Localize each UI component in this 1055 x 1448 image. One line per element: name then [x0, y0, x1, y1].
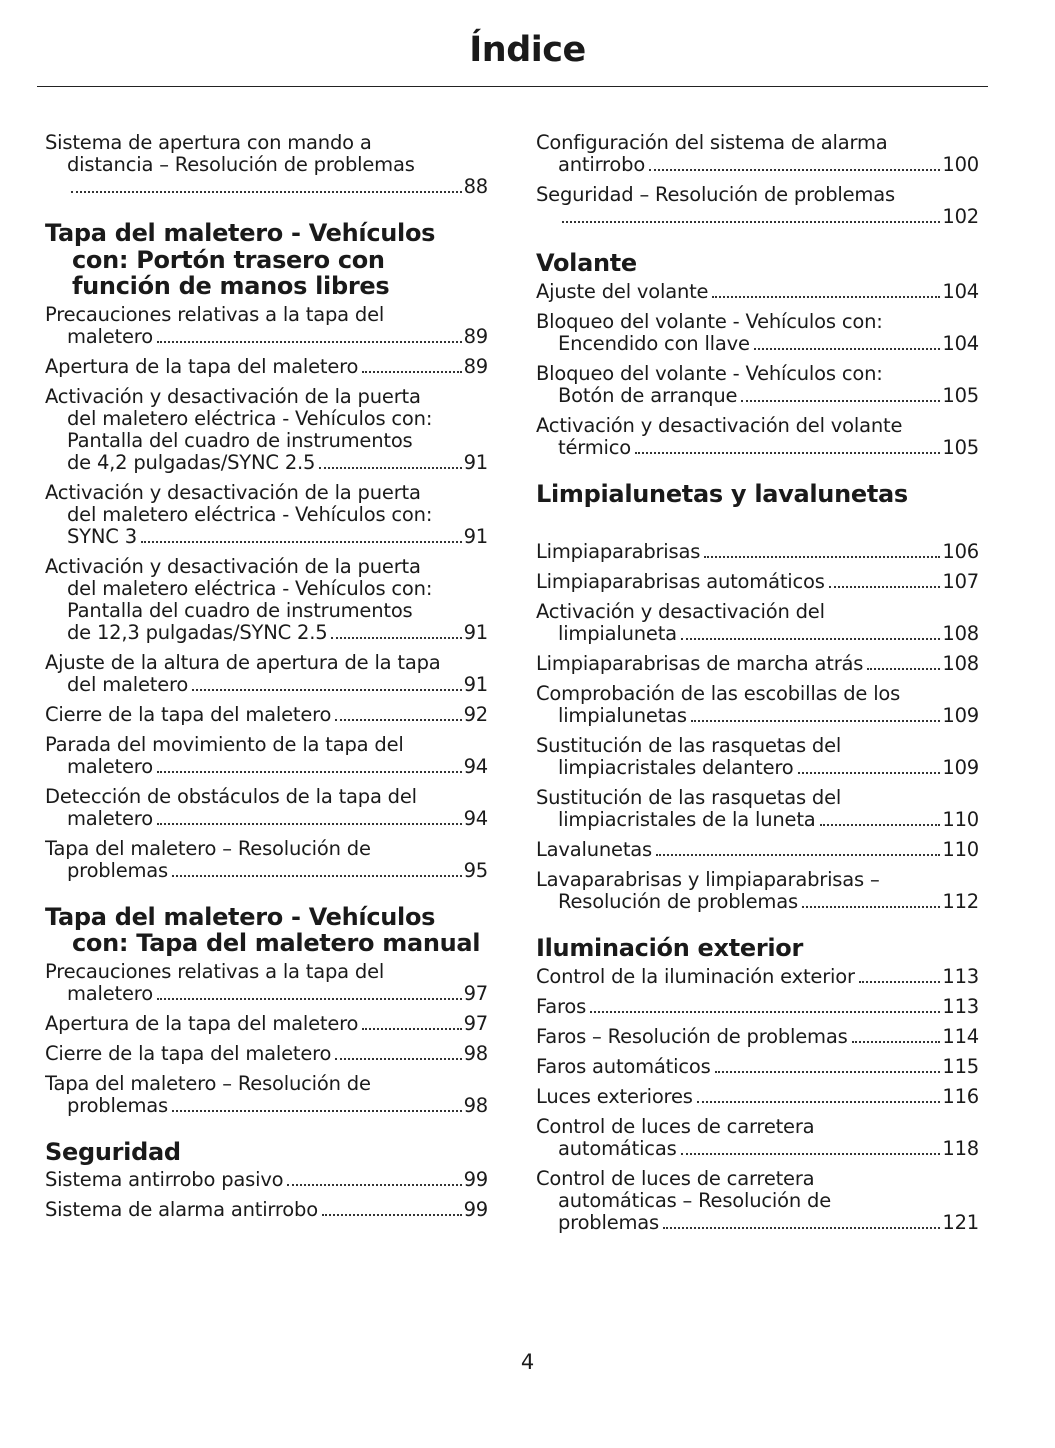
dot-leader	[715, 1071, 941, 1073]
toc-entry[interactable]	[536, 683, 979, 727]
toc-entry-line: Bloqueo del volante - Vehículos con:	[536, 362, 883, 385]
toc-entry-line: Sustitución de las rasquetas del	[536, 735, 842, 757]
toc-section	[45, 132, 488, 198]
dot-leader	[829, 586, 941, 588]
toc-entry[interactable]	[536, 601, 979, 645]
toc-entry-line: Sustitución de las rasquetas del	[536, 787, 842, 809]
toc-entry[interactable]	[45, 386, 488, 474]
toc-entry-line: Activación y desactivación de la puerta	[45, 385, 421, 408]
toc-entry-title: Limpiaparabrisas de marcha atrás	[536, 653, 864, 675]
toc-page-number: 99	[463, 1199, 488, 1221]
toc-entry-line: Activación y desactivación del	[536, 601, 825, 623]
toc-page-number: 121	[942, 1210, 979, 1234]
toc-section-heading: Iluminación exterior	[536, 934, 804, 962]
toc-entry-line: Precauciones relativas a la tapa del	[45, 303, 385, 326]
toc-entry-line: Sistema de apertura con mando a	[45, 132, 372, 154]
toc-entry[interactable]	[536, 1168, 979, 1234]
toc-entry[interactable]	[536, 966, 979, 988]
toc-entry[interactable]	[45, 961, 488, 1005]
toc-entry-title: limpiacristales delantero	[558, 756, 794, 779]
toc-entry-line: distancia – Resolución de problemas	[67, 153, 415, 176]
dot-leader	[157, 771, 462, 773]
toc-page-number: 95	[463, 858, 488, 882]
dot-leader	[663, 1227, 940, 1229]
toc-entry-line: Control de luces de carretera	[536, 1115, 815, 1138]
toc-entry[interactable]	[536, 132, 979, 176]
dot-leader	[867, 668, 940, 670]
toc-entry-title: automáticas	[558, 1136, 677, 1160]
dot-leader	[322, 1214, 462, 1216]
toc-entry-line: Bloqueo del volante - Vehículos con:	[536, 310, 883, 333]
toc-entry[interactable]	[536, 541, 979, 563]
toc-entry[interactable]	[536, 1026, 979, 1048]
dot-leader	[649, 169, 940, 171]
toc-page-number: 108	[942, 653, 979, 675]
toc-page-number: 99	[463, 1169, 488, 1191]
dot-leader	[754, 348, 941, 350]
toc-page-number: 102	[942, 205, 979, 228]
toc-entry-title: Lavalunetas	[536, 839, 652, 861]
toc-page-number: 114	[942, 1025, 979, 1048]
toc-page-number: 104	[942, 331, 979, 355]
toc-entry-title: Apertura de la tapa del maletero	[45, 1012, 359, 1035]
toc-entry[interactable]	[45, 304, 488, 348]
toc-page-number: 105	[942, 435, 979, 459]
toc-entry-title: problemas	[558, 1210, 659, 1234]
toc-entry-title: Faros	[536, 995, 587, 1018]
toc-section	[536, 132, 979, 228]
toc-entry-title: Limpiaparabrisas automáticos	[536, 571, 825, 593]
toc-section	[536, 481, 979, 914]
toc-right-column	[536, 132, 979, 1242]
dot-leader	[335, 719, 461, 721]
toc-entry-title: Cierre de la tapa del maletero	[45, 1042, 332, 1065]
toc-entry[interactable]	[45, 356, 488, 378]
toc-section-heading: Tapa del maletero - Vehículos con: Portón trasero con función de manos libres	[45, 219, 436, 300]
toc-entry-line: automáticas – Resolución de	[558, 1188, 832, 1212]
dot-leader	[172, 875, 462, 877]
toc-entry-title: maletero	[67, 806, 153, 830]
toc-page-number: 91	[463, 620, 488, 644]
dot-leader	[691, 720, 941, 722]
toc-entry[interactable]	[45, 704, 488, 726]
toc-entry[interactable]	[45, 1169, 488, 1191]
toc-entry[interactable]	[45, 1199, 488, 1221]
toc-page-number: 100	[942, 153, 979, 176]
toc-page-number: 108	[942, 622, 979, 645]
toc-page-number: 89	[463, 355, 488, 378]
dot-leader	[635, 452, 940, 454]
toc-page-number: 112	[942, 890, 979, 913]
toc-entry[interactable]	[536, 1116, 979, 1160]
toc-entry-title: Botón de arranque	[558, 383, 738, 407]
toc-entry-line: Pantalla del cuadro de instrumentos	[67, 598, 413, 622]
toc-entry[interactable]	[536, 363, 979, 407]
toc-entry-line: Detección de obstáculos de la tapa del	[45, 785, 417, 808]
dot-leader	[157, 998, 462, 1000]
page-number: 4	[520, 1350, 535, 1374]
toc-page-number: 109	[942, 704, 979, 727]
page-title: Índice	[469, 30, 586, 70]
toc-entry[interactable]	[45, 838, 488, 882]
toc-entry[interactable]	[536, 869, 979, 913]
toc-entry-title: SYNC 3	[67, 524, 137, 548]
toc-entry-line: Control de luces de carretera	[536, 1167, 815, 1190]
toc-page-number: 104	[942, 280, 979, 303]
dot-leader	[331, 637, 461, 639]
toc-entry-line: del maletero eléctrica - Vehículos con:	[67, 406, 433, 430]
dot-leader	[362, 1028, 461, 1030]
toc-entry-line: Tapa del maletero – Resolución de	[45, 1072, 371, 1095]
toc-page-number: 91	[463, 524, 488, 548]
toc-page-number: 106	[942, 541, 979, 563]
dot-leader	[157, 823, 462, 825]
toc-entry[interactable]	[45, 1013, 488, 1035]
toc-section	[45, 220, 488, 882]
toc-page-number: 113	[942, 995, 979, 1018]
toc-page-number: 109	[942, 756, 979, 779]
toc-page-number: 92	[463, 703, 488, 726]
toc-entry-line: Comprobación de las escobillas de los	[536, 683, 901, 705]
toc-entry-title: Limpiaparabrisas	[536, 541, 701, 563]
toc-page-number: 98	[463, 1093, 488, 1117]
toc-entry-line: Activación y desactivación de la puerta	[45, 555, 421, 578]
toc-page-number: 91	[463, 672, 488, 696]
toc-page-number: 115	[942, 1055, 979, 1078]
dot-leader	[562, 221, 940, 223]
toc-entry-title: Sistema de alarma antirrobo	[45, 1199, 318, 1221]
toc-entry-title: problemas	[67, 1093, 168, 1117]
toc-entry-title: maletero	[67, 981, 153, 1005]
toc-page-number: 105	[942, 383, 979, 407]
toc-section-heading: Tapa del maletero - Vehículos con: Tapa del maletero manual	[45, 902, 481, 957]
toc-entry[interactable]	[536, 839, 979, 861]
dot-leader	[319, 467, 461, 469]
toc-entry-title: del maletero	[67, 672, 189, 696]
toc-page-number: 94	[463, 754, 488, 778]
toc-entry-line: Activación y desactivación del volante	[536, 414, 903, 437]
toc-page-number: 88	[463, 175, 488, 198]
toc-entry-title: Apertura de la tapa del maletero	[45, 355, 359, 378]
toc-entry[interactable]	[536, 571, 979, 593]
toc-page-number: 97	[463, 1012, 488, 1035]
dot-leader	[157, 341, 462, 343]
toc-entry-title: de 12,3 pulgadas/SYNC 2.5	[67, 620, 328, 644]
toc-entry-title: Sistema antirrobo pasivo	[45, 1169, 284, 1191]
toc-entry[interactable]	[45, 1073, 488, 1117]
toc-entry-line: del maletero eléctrica - Vehículos con:	[67, 502, 433, 526]
toc-page-number: 89	[463, 324, 488, 348]
dot-leader	[335, 1058, 461, 1060]
toc-page-number: 110	[942, 839, 979, 861]
toc-entry-line: Ajuste de la altura de apertura de la tapa	[45, 651, 441, 674]
toc-entry-title: térmico	[558, 435, 631, 459]
toc-entry[interactable]	[45, 556, 488, 644]
toc-entry-title: maletero	[67, 754, 153, 778]
toc-entry-title: Faros – Resolución de problemas	[536, 1025, 848, 1048]
toc-entry-title: Encendido con llave	[558, 331, 750, 355]
toc-entry-title: Faros automáticos	[536, 1055, 711, 1078]
dot-leader	[820, 824, 941, 826]
toc-section	[45, 904, 488, 1117]
dot-leader	[192, 689, 461, 691]
toc-page-number: 110	[942, 808, 979, 831]
dot-leader	[172, 1110, 462, 1112]
toc-entry-line: Activación y desactivación de la puerta	[45, 481, 421, 504]
toc-entry-title: limpialuneta	[558, 622, 677, 645]
toc-entry[interactable]	[536, 1056, 979, 1078]
toc-entry-title: antirrobo	[558, 153, 646, 176]
dot-leader	[704, 556, 940, 558]
toc-section-heading: Seguridad	[45, 1137, 181, 1166]
toc-entry-line: Configuración del sistema de alarma	[536, 132, 888, 154]
toc-entry-title: maletero	[67, 324, 153, 348]
dot-leader	[802, 906, 940, 908]
toc-section	[536, 935, 979, 1234]
toc-entry[interactable]	[45, 132, 488, 198]
toc-entry-line: Precauciones relativas a la tapa del	[45, 960, 385, 983]
dot-leader	[852, 1041, 941, 1043]
title-divider	[37, 86, 988, 87]
toc-entry[interactable]	[45, 652, 488, 696]
toc-entry-title: Control de la iluminación exterior	[536, 965, 855, 988]
toc-entry[interactable]	[45, 482, 488, 548]
toc-entry-title: Cierre de la tapa del maletero	[45, 703, 332, 726]
toc-page-number: 91	[463, 450, 488, 474]
toc-entry[interactable]	[45, 786, 488, 830]
toc-section-heading: Volante	[536, 249, 637, 277]
toc-entry[interactable]	[536, 787, 979, 831]
toc-entry[interactable]	[536, 735, 979, 779]
toc-section-heading: Limpialunetas y lavalunetas	[536, 479, 908, 508]
toc-entry-title: problemas	[67, 858, 168, 882]
dot-leader	[71, 191, 462, 193]
toc-entry[interactable]	[536, 311, 979, 355]
toc-entry-line: Tapa del maletero – Resolución de	[45, 837, 371, 860]
toc-entry-title: limpiacristales de la luneta	[558, 808, 816, 831]
toc-entry[interactable]	[536, 415, 979, 459]
toc-entry[interactable]	[536, 184, 979, 228]
dot-leader	[798, 772, 941, 774]
toc-entry-line: Lavaparabrisas y limpiaparabrisas –	[536, 869, 880, 891]
dot-leader	[141, 541, 462, 543]
dot-leader	[741, 400, 940, 402]
toc-entry-line: del maletero eléctrica - Vehículos con:	[67, 576, 433, 600]
toc-entry-title: Luces exteriores	[536, 1085, 693, 1108]
toc-entry[interactable]	[536, 996, 979, 1018]
toc-left-column	[45, 132, 488, 1229]
toc-entry[interactable]	[45, 734, 488, 778]
toc-page-number: 107	[942, 571, 979, 593]
dot-leader	[287, 1184, 461, 1186]
toc-page-number: 98	[463, 1042, 488, 1065]
dot-leader	[656, 854, 940, 856]
dot-leader	[590, 1011, 940, 1013]
toc-entry-title: de 4,2 pulgadas/SYNC 2.5	[67, 450, 316, 474]
dot-leader	[712, 296, 940, 298]
toc-page-number: 113	[942, 965, 979, 988]
toc-section	[45, 1139, 488, 1222]
toc-entry[interactable]	[536, 1086, 979, 1108]
toc-page-number: 94	[463, 806, 488, 830]
toc-entry[interactable]	[536, 653, 979, 675]
toc-entry[interactable]	[536, 281, 979, 303]
toc-entry-title: limpialunetas	[558, 704, 687, 727]
dot-leader	[697, 1101, 941, 1103]
toc-entry[interactable]	[45, 1043, 488, 1065]
toc-entry-line: Seguridad – Resolución de problemas	[536, 184, 895, 206]
toc-page-number: 116	[942, 1085, 979, 1108]
toc-page-number: 118	[942, 1136, 979, 1160]
dot-leader	[859, 981, 941, 983]
toc-page-number: 97	[463, 981, 488, 1005]
dot-leader	[681, 638, 940, 640]
toc-entry-line: Pantalla del cuadro de instrumentos	[67, 428, 413, 452]
toc-entry-line: Parada del movimiento de la tapa del	[45, 733, 404, 756]
toc-entry-title: Resolución de problemas	[558, 890, 798, 913]
dot-leader	[681, 1153, 941, 1155]
toc-entry-title: Ajuste del volante	[536, 280, 709, 303]
dot-leader	[362, 371, 461, 373]
toc-section	[536, 250, 979, 459]
